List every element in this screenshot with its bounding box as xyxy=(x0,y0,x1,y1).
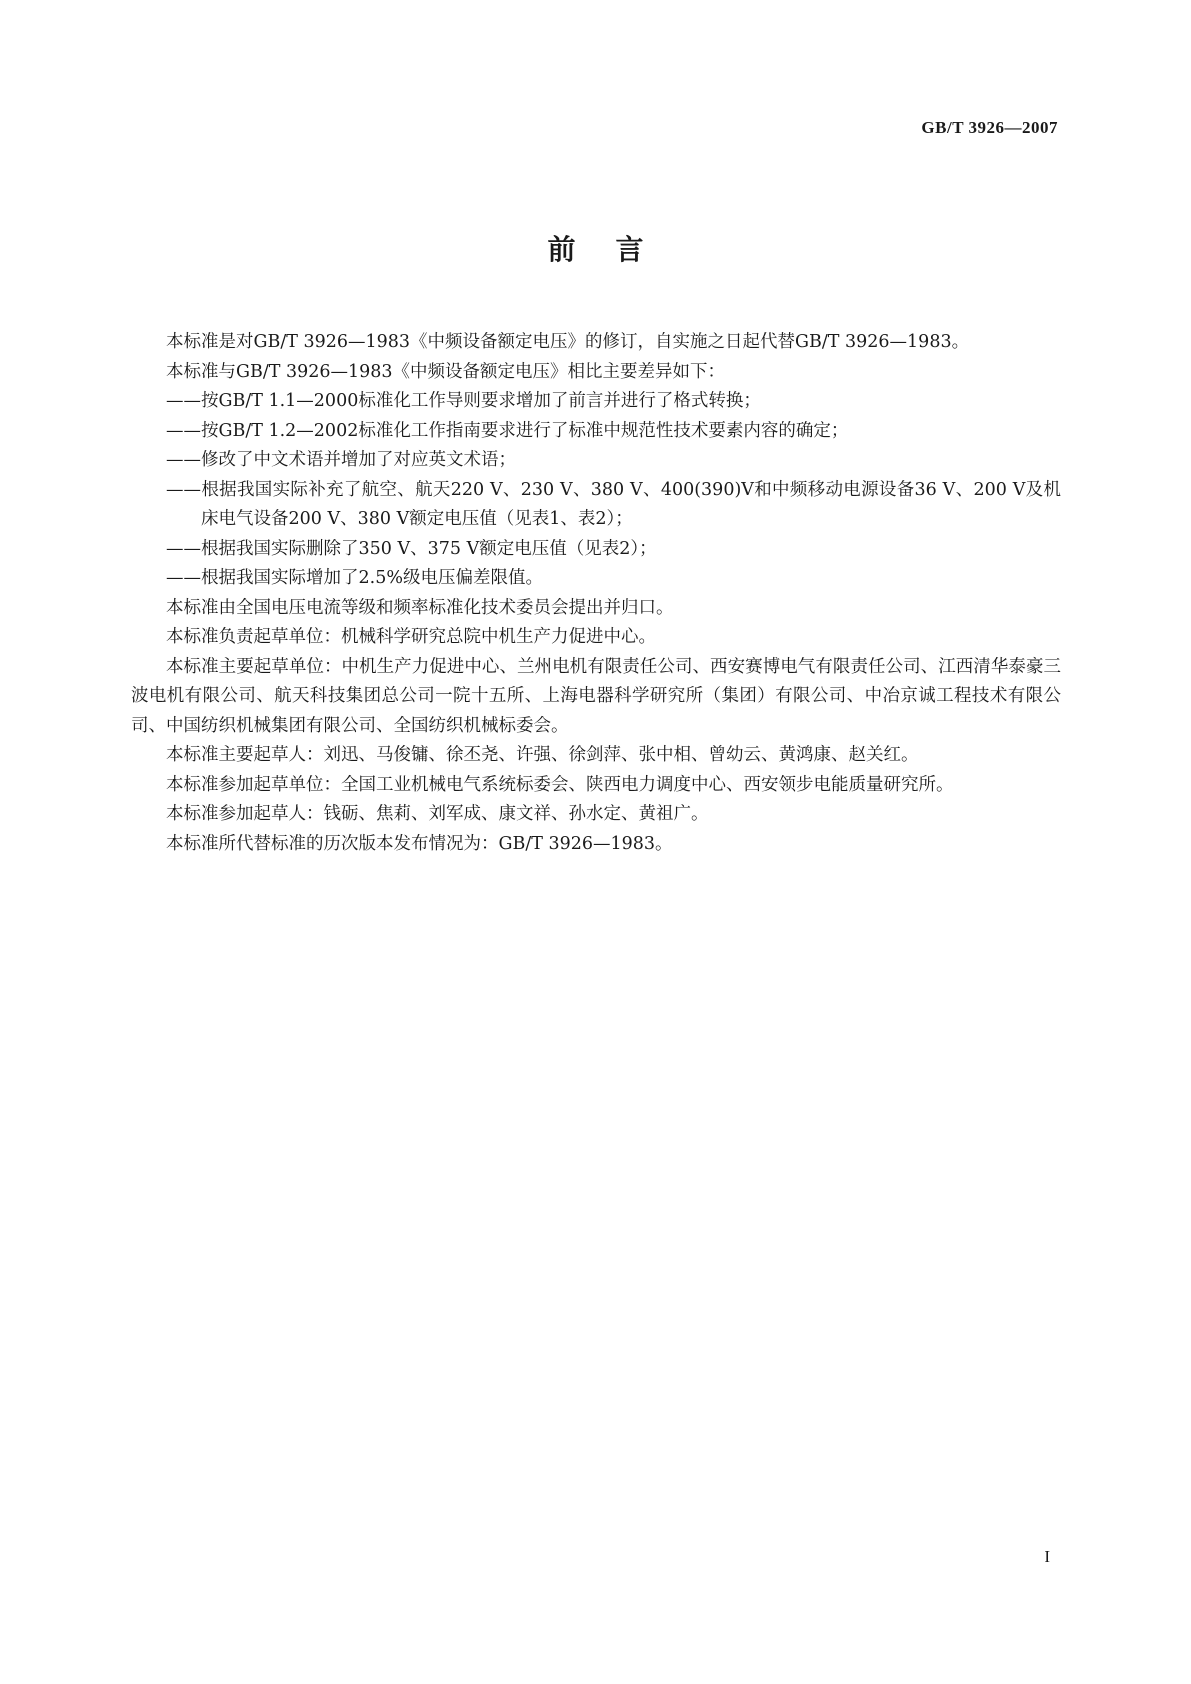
paragraph-intro: 本标准是对GB/T 3926—1983《中频设备额定电压》的修订，自实施之日起代替GB/T 3926—1983。 xyxy=(166,332,970,352)
dash-marker: —— xyxy=(166,568,201,588)
difference-item xyxy=(166,446,1061,476)
page-title: 前言 xyxy=(547,233,684,266)
dash-marker: —— xyxy=(166,391,201,411)
document-body xyxy=(131,328,1061,859)
paragraph-participating-drafters: 本标准参加起草人：钱砺、焦莉、刘军成、康文祥、孙水定、黄祖广。 xyxy=(166,804,709,824)
paragraph-main-drafting-units: 本标准主要起草单位：中机生产力促进中心、兰州电机有限责任公司、西安赛博电气有限责任公司、江西清华泰豪三波电机有限公司、航天科技集团总公司一院十五所、上海电器科学研究所（集团）有限公司、中冶京诚工程技术有限公司、中国纺织机械集团有限公司、全国纺织机械标委会。 xyxy=(131,656,1061,736)
difference-text: 根据我国实际删除了350 V、375 V额定电压值（见表2）； xyxy=(201,538,657,559)
difference-item xyxy=(166,476,1061,535)
paragraph-main-drafters: 本标准主要起草人：刘迅、马俊镛、徐丕尧、许强、徐剑萍、张中相、曾幼云、黄鸿康、赵关红。 xyxy=(166,745,919,765)
dash-marker: —— xyxy=(166,450,201,470)
difference-text: 按GB/T 1.1—2000标准化工作导则要求增加了前言并进行了格式转换； xyxy=(201,391,761,411)
dash-marker: —— xyxy=(166,538,201,559)
paragraph-differences-lead: 本标准与GB/T 3926—1983《中频设备额定电压》相比主要差异如下： xyxy=(166,361,726,382)
paragraph-participating-units: 本标准参加起草单位：全国工业机械电气系统标委会、陕西电力调度中心、西安领步电能质量研究所。 xyxy=(166,774,954,795)
page-number: I xyxy=(1044,1547,1050,1566)
difference-item xyxy=(166,417,1061,447)
difference-text: 按GB/T 1.2—2002标准化工作指南要求进行了标准中规范性技术要素内容的确定； xyxy=(201,420,849,441)
difference-item xyxy=(166,387,1061,417)
standard-code: GB/T 3926—2007 xyxy=(921,118,1058,137)
difference-text: 根据我国实际补充了航空、航天220 V、230 V、380 V、400(390)V和中频移动电源设备36 V、200 V及机床电气设备200 V、380 V额定电压值（见表1、表2）； xyxy=(201,479,1061,529)
paragraph-responsible-unit: 本标准负责起草单位：机械科学研究总院中机生产力促进中心。 xyxy=(166,627,656,647)
dash-marker: —— xyxy=(166,420,201,441)
difference-text: 修改了中文术语并增加了对应英文术语； xyxy=(201,450,516,470)
difference-item xyxy=(166,535,1061,565)
difference-text: 根据我国实际增加了2.5%级电压偏差限值。 xyxy=(201,568,543,588)
dash-marker: —— xyxy=(166,479,201,500)
paragraph-version-history: 本标准所代替标准的历次版本发布情况为：GB/T 3926—1983。 xyxy=(166,833,673,854)
paragraph-proposer: 本标准由全国电压电流等级和频率标准化技术委员会提出并归口。 xyxy=(166,597,674,618)
difference-item xyxy=(166,564,1061,594)
